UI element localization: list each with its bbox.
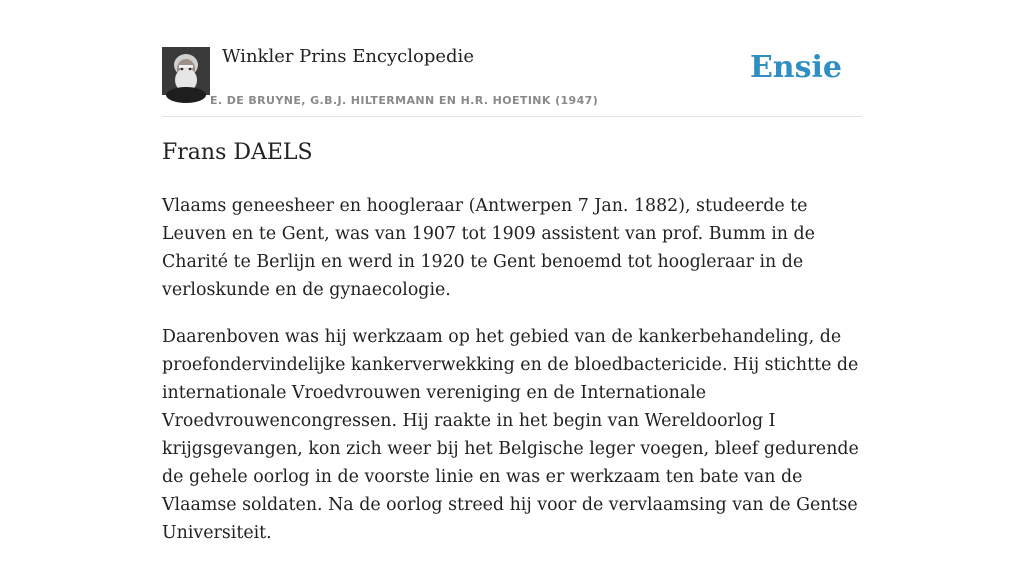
author-portrait-icon[interactable] [162, 47, 210, 95]
article-paragraph-1: Vlaams geneesheer en hoogleraar (Antwerpen 7 Jan. 1882), studeerde te Leuven en te Gent, was van 1907 tot 1909 assistent van prof. Bumm in de Charité te Berlijn en werd in 1920 te Gent benoemd tot hoogleraar in de verloskunde en de gynaecologie. [162, 196, 815, 300]
header [162, 0, 862, 117]
authors-credit: E. DE BRUYNE, G.B.J. HILTERMANN EN H.R. HOETINK (1947) [210, 94, 599, 107]
article-title: Frans DAELS [162, 140, 313, 165]
brand-logo[interactable]: Ensie [749, 50, 842, 85]
article-body [162, 192, 874, 566]
portrait-svg [162, 47, 210, 95]
article-paragraph-2: Daarenboven was hij werkzaam op het gebied van de kankerbehandeling, de proefondervindelijke kankerverwekking en de bloedbactericide. Hij stichtte de internationale Vroedvrouwen vereniging en de Internationale Vroedvrouwencongressen. Hij raakte in het begin van Wereldoorlog I krijgsgevangen, kon zich weer bij het Belgische leger voegen, bleef gedurende de gehele oorlog in de voorste linie en was er werkzaam ten bate van de Vlaamse soldaten. Na de oorlog streed hij voor de vervlaamsing van de Gentse Universiteit. [162, 327, 859, 543]
site-title[interactable]: Winkler Prins Encyclopedie [222, 46, 474, 67]
